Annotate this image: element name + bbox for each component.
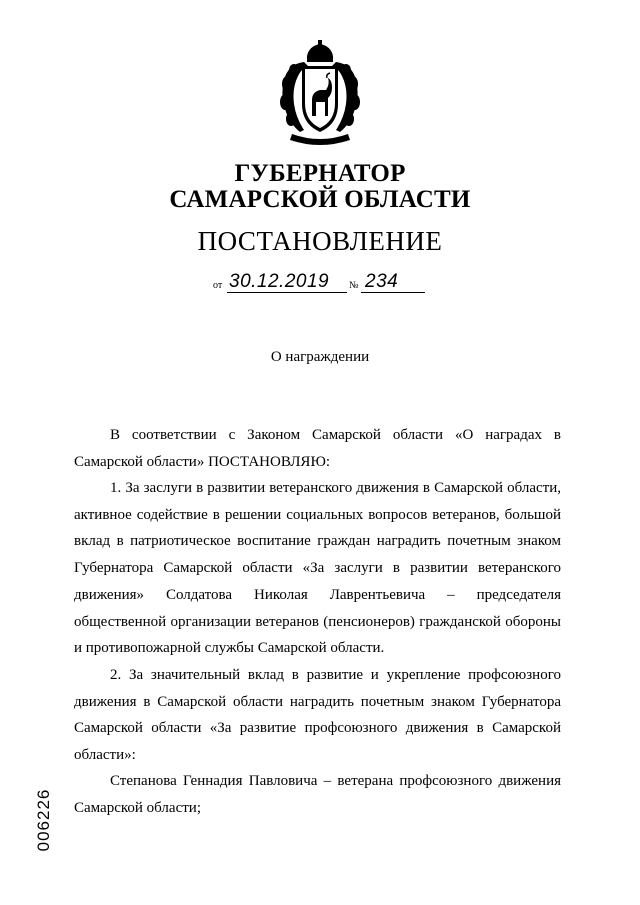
handwritten-number: 234	[365, 271, 399, 292]
number-label: №	[349, 280, 359, 291]
item-2-paragraph: 2. За значительный вклад в развитие и укрепление профсоюзного движения в Самарской области наградить почетным знаком Губернатора Самарской области «За развитие профсоюзного движения в Самарской области»:	[74, 667, 561, 764]
side-serial-number	[30, 790, 58, 850]
awardee-paragraph: Степанова Геннадия Павловича – ветерана профсоюзного движения Самарской области;	[74, 773, 561, 816]
governor-title: ГУБЕРНАТОР	[234, 160, 406, 187]
from-label: от	[213, 280, 223, 291]
handwritten-date: 30.12.2019	[229, 271, 330, 292]
item-1-paragraph: 1. За заслуги в развитии ветеранского движения в Самарской области, активное содействие в решении социальных вопросов ветеранов, большой вклад в патриотическое воспитание граждан наградить почетным знаком Губернатора Самарской области «За заслуги в развитии ветеранского движения» Солдатова Николая Лаврентьевича – председателя общественной организации ветеранов (пенсионеров) гражданской обороны и противопожарной службы Самарской области.	[74, 480, 561, 657]
coat-of-arms-icon	[274, 40, 366, 148]
date-number-line	[213, 271, 428, 295]
preamble-paragraph: В соответствии с Законом Самарской области «О наградах в Самарской области» ПОСТАНОВЛЯЮ:	[74, 427, 561, 470]
document-type: ПОСТАНОВЛЕНИЕ	[197, 226, 443, 256]
serial-number-text: 006226	[34, 788, 53, 852]
region-title: САМАРСКОЙ ОБЛАСТИ	[169, 186, 471, 213]
document-subject: О награждении	[270, 349, 370, 365]
crown-icon	[307, 40, 333, 62]
ribbon-icon	[290, 134, 350, 145]
